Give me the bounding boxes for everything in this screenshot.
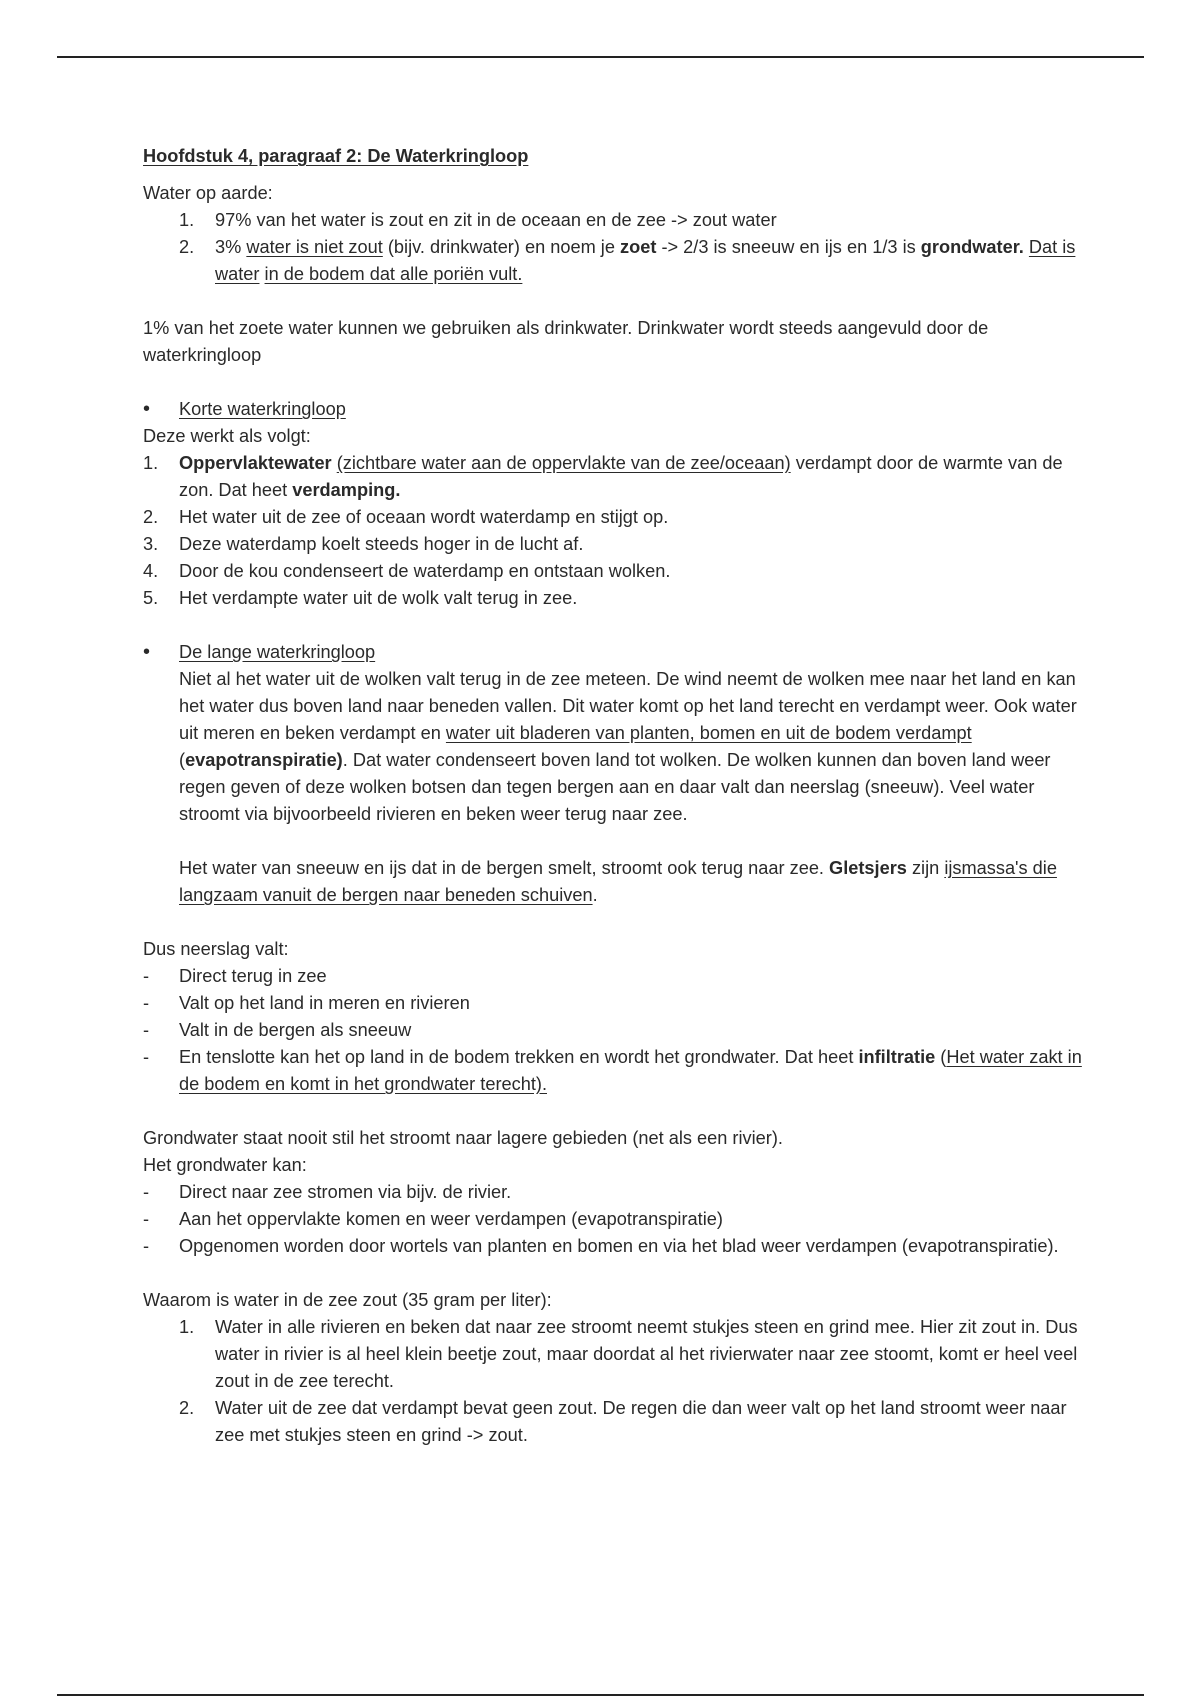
list-item xyxy=(143,504,1083,531)
list-item-text: Deze waterdamp koelt steeds hoger in de lucht af. xyxy=(179,534,584,554)
list-item xyxy=(143,558,1083,585)
bold-text: verdamping. xyxy=(292,480,401,500)
bold-text: infiltratie xyxy=(858,1047,936,1067)
list-item-text: 97% van het water is zout en zit in de oceaan en de zee -> zout water xyxy=(215,210,777,230)
list-item xyxy=(143,963,1083,990)
dash-marker: - xyxy=(143,1182,150,1202)
document-page xyxy=(143,143,1083,1449)
grondwater-kan-line: Het grondwater kan: xyxy=(143,1155,307,1175)
list-item xyxy=(143,1233,1083,1260)
list-item-text: Valt op het land in meren en rivieren xyxy=(179,993,470,1013)
list-item-text: Valt in de bergen als sneeuw xyxy=(179,1020,412,1040)
text-run: En tenslotte kan het op land in de bodem trekken en wordt het grondwater. Dat heet xyxy=(179,1047,859,1067)
text-run: zijn xyxy=(906,858,945,878)
section-heading: Korte waterkringloop xyxy=(179,399,346,419)
zout-heading: Waarom is water in de zee zout (35 gram per liter): xyxy=(143,1290,552,1310)
bullet-heading-korte-waterkringloop xyxy=(143,396,1083,423)
text-run: ( xyxy=(935,1047,947,1067)
text-run: Niet al het water uit de wolken valt terug in de zee meteen. De wind neemt de wolken mee naar het land en kan het water dus boven land naar beneden vallen. Dit water komt op het land terecht en verdampt weer. Ook water uit meren en beken verdampt en xyxy=(179,669,1077,743)
list-item-text: Direct terug in zee xyxy=(179,966,327,986)
list-item-text: Aan het oppervlakte komen en weer verdampen (evapotranspiratie) xyxy=(179,1209,723,1229)
list-item-text: Door de kou condenseert de waterdamp en ontstaan wolken. xyxy=(179,561,671,581)
underlined-text: water uit bladeren van planten, bomen en uit de bodem verdampt xyxy=(445,723,972,743)
list-item-text: Het water uit de zee of oceaan wordt waterdamp en stijgt op. xyxy=(179,507,669,527)
section-heading: De lange waterkringloop xyxy=(179,642,376,662)
dash-marker: - xyxy=(143,1020,150,1040)
lange-kringloop-paragraph xyxy=(143,666,1083,828)
list-item xyxy=(143,1395,1083,1449)
list-number: 1. xyxy=(143,453,159,473)
underlined-text: ijsmassa's die langzaam vanuit de bergen naar beneden schuiven xyxy=(179,858,1057,905)
text-run: . Dat water condenseert boven land tot wolken. De wolken kunnen dan boven land weer regen geven of deze wolken botsen dan tegen bergen aan en daar valt dan neerslag (sneeuw). Veel water stroomt via bijvoorbeeld rivieren en beken weer terug naar zee. xyxy=(179,750,1051,824)
bullet-marker: • xyxy=(143,398,151,420)
list-item-text: Direct naar zee stromen via bijv. de rivier. xyxy=(179,1182,512,1202)
list-number: 2. xyxy=(179,1398,195,1418)
bold-text: evapotranspiratie) xyxy=(185,750,343,770)
top-rule xyxy=(57,56,1144,58)
list-number: 4. xyxy=(143,561,159,581)
underlined-text: in de bodem dat alle poriën vult. xyxy=(264,264,523,284)
underlined-text: (zichtbare water aan de oppervlakte van de zee/oceaan) xyxy=(336,453,791,473)
list-item xyxy=(143,531,1083,558)
dash-marker: - xyxy=(143,1047,150,1067)
dash-marker: - xyxy=(143,966,150,986)
text-run: . xyxy=(592,885,598,905)
bottom-rule xyxy=(57,1694,1144,1696)
list-item xyxy=(143,990,1083,1017)
gletsjers-paragraph xyxy=(143,855,1083,909)
underlined-text: water is niet zout xyxy=(246,237,383,257)
text-run: (bijv. drinkwater) en noem je xyxy=(382,237,621,257)
list-number: 1. xyxy=(179,210,195,230)
list-item xyxy=(143,1206,1083,1233)
list-item xyxy=(143,1314,1083,1395)
section-water-op-aarde-heading: Water op aarde: xyxy=(143,183,273,203)
text-run: Het water van sneeuw en ijs dat in de bergen smelt, stroomt ook terug naar zee. xyxy=(179,858,830,878)
text-run: -> 2/3 is sneeuw en ijs en 1/3 is xyxy=(656,237,921,257)
list-item xyxy=(143,585,1083,612)
list-number: 2. xyxy=(143,507,159,527)
drinkwater-paragraph: 1% van het zoete water kunnen we gebruiken als drinkwater. Drinkwater wordt steeds aangevuld door de waterkringloop xyxy=(143,318,989,365)
list-item xyxy=(143,207,1083,234)
bullet-heading-lange-waterkringloop xyxy=(143,639,1083,666)
list-item xyxy=(143,1017,1083,1044)
bold-text: grondwater. xyxy=(920,237,1024,257)
bold-text: zoet xyxy=(620,237,657,257)
list-item xyxy=(143,1179,1083,1206)
underlined-text: Het water zakt in de bodem en komt in het grondwater terecht). xyxy=(179,1047,1082,1094)
text-run: 3% xyxy=(215,237,247,257)
intro-text: Deze werkt als volgt: xyxy=(143,426,311,446)
dash-marker: - xyxy=(143,1209,150,1229)
page-title: Hoofdstuk 4, paragraaf 2: De Waterkringloop xyxy=(143,146,529,166)
list-item-text: Water uit de zee dat verdampt bevat geen zout. De regen die dan weer valt op het land stroomt weer naar zee met stukjes steen en grind -> zout. xyxy=(215,1398,1067,1445)
list-item-text: Het verdampte water uit de wolk valt terug in zee. xyxy=(179,588,578,608)
bullet-marker: • xyxy=(143,641,151,663)
bold-text: Gletsjers xyxy=(829,858,907,878)
list-item xyxy=(143,450,1083,504)
text-run: ( xyxy=(179,750,186,770)
list-number: 2. xyxy=(179,237,195,257)
list-item xyxy=(143,234,1083,288)
grondwater-line: Grondwater staat nooit stil het stroomt naar lagere gebieden (net als een rivier). xyxy=(143,1128,783,1148)
dash-marker: - xyxy=(143,993,150,1013)
dash-marker: - xyxy=(143,1236,150,1256)
list-number: 3. xyxy=(143,534,159,554)
underlined-text: Dat is water xyxy=(215,237,1076,284)
list-item-text: Opgenomen worden door wortels van planten en bomen en via het blad weer verdampen (evapotranspiratie). xyxy=(179,1236,1059,1256)
list-item xyxy=(143,1044,1083,1098)
bold-text: Oppervlaktewater xyxy=(179,453,332,473)
neerslag-heading: Dus neerslag valt: xyxy=(143,939,289,959)
text-run: verdampt door de warmte van de zon. Dat heet xyxy=(179,453,1063,500)
list-item-text: Water in alle rivieren en beken dat naar zee stroomt neemt stukjes steen en grind mee. Hier zit zout in. Dus water in rivier is al heel klein beetje zout, maar doordat al het rivierwater naar zee stoomt, komt er heel veel zout in de zee terecht. xyxy=(215,1317,1078,1391)
list-number: 5. xyxy=(143,588,159,608)
list-number: 1. xyxy=(179,1317,195,1337)
